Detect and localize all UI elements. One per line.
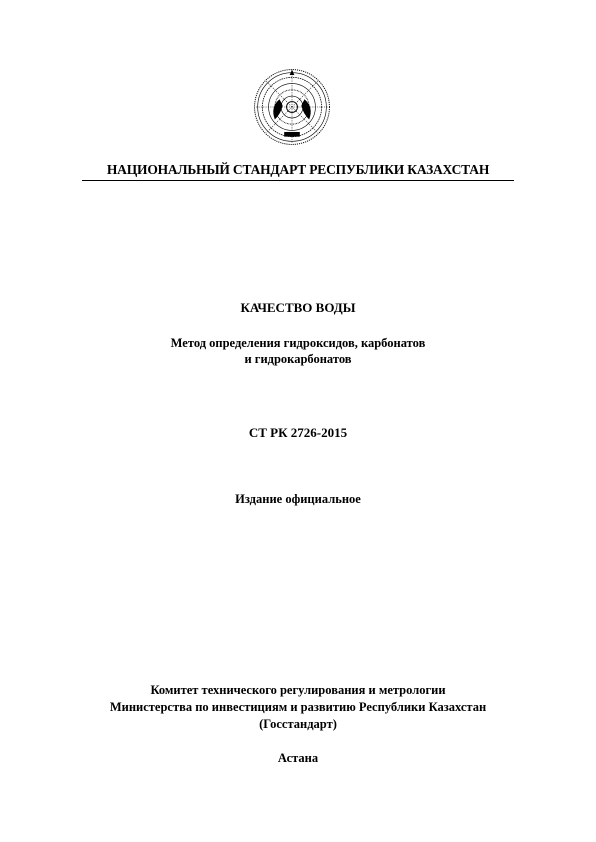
publisher-line2: Министерства по инвестициям и развитию Республики Казахстан [109,700,487,714]
standard-title: НАЦИОНАЛЬНЫЙ СТАНДАРТ РЕСПУБЛИКИ КАЗАХСТАН [106,162,490,177]
edition-label: Издание официальное [235,492,361,506]
document-title: КАЧЕСТВО ВОДЫ [240,300,356,315]
document-subtitle-line2: и гидрокарбонатов [244,352,352,366]
publication-city: Астана [277,751,319,765]
publisher-line1: Комитет технического регулирования и метрологии [150,683,446,697]
document-subtitle-line1: Метод определения гидроксидов, карбонатов [170,336,426,350]
header-divider [82,180,514,181]
state-emblem-icon [253,68,331,146]
standard-code: СТ РК 2726-2015 [248,425,348,440]
publisher-line3: (Госстандарт) [259,717,337,731]
